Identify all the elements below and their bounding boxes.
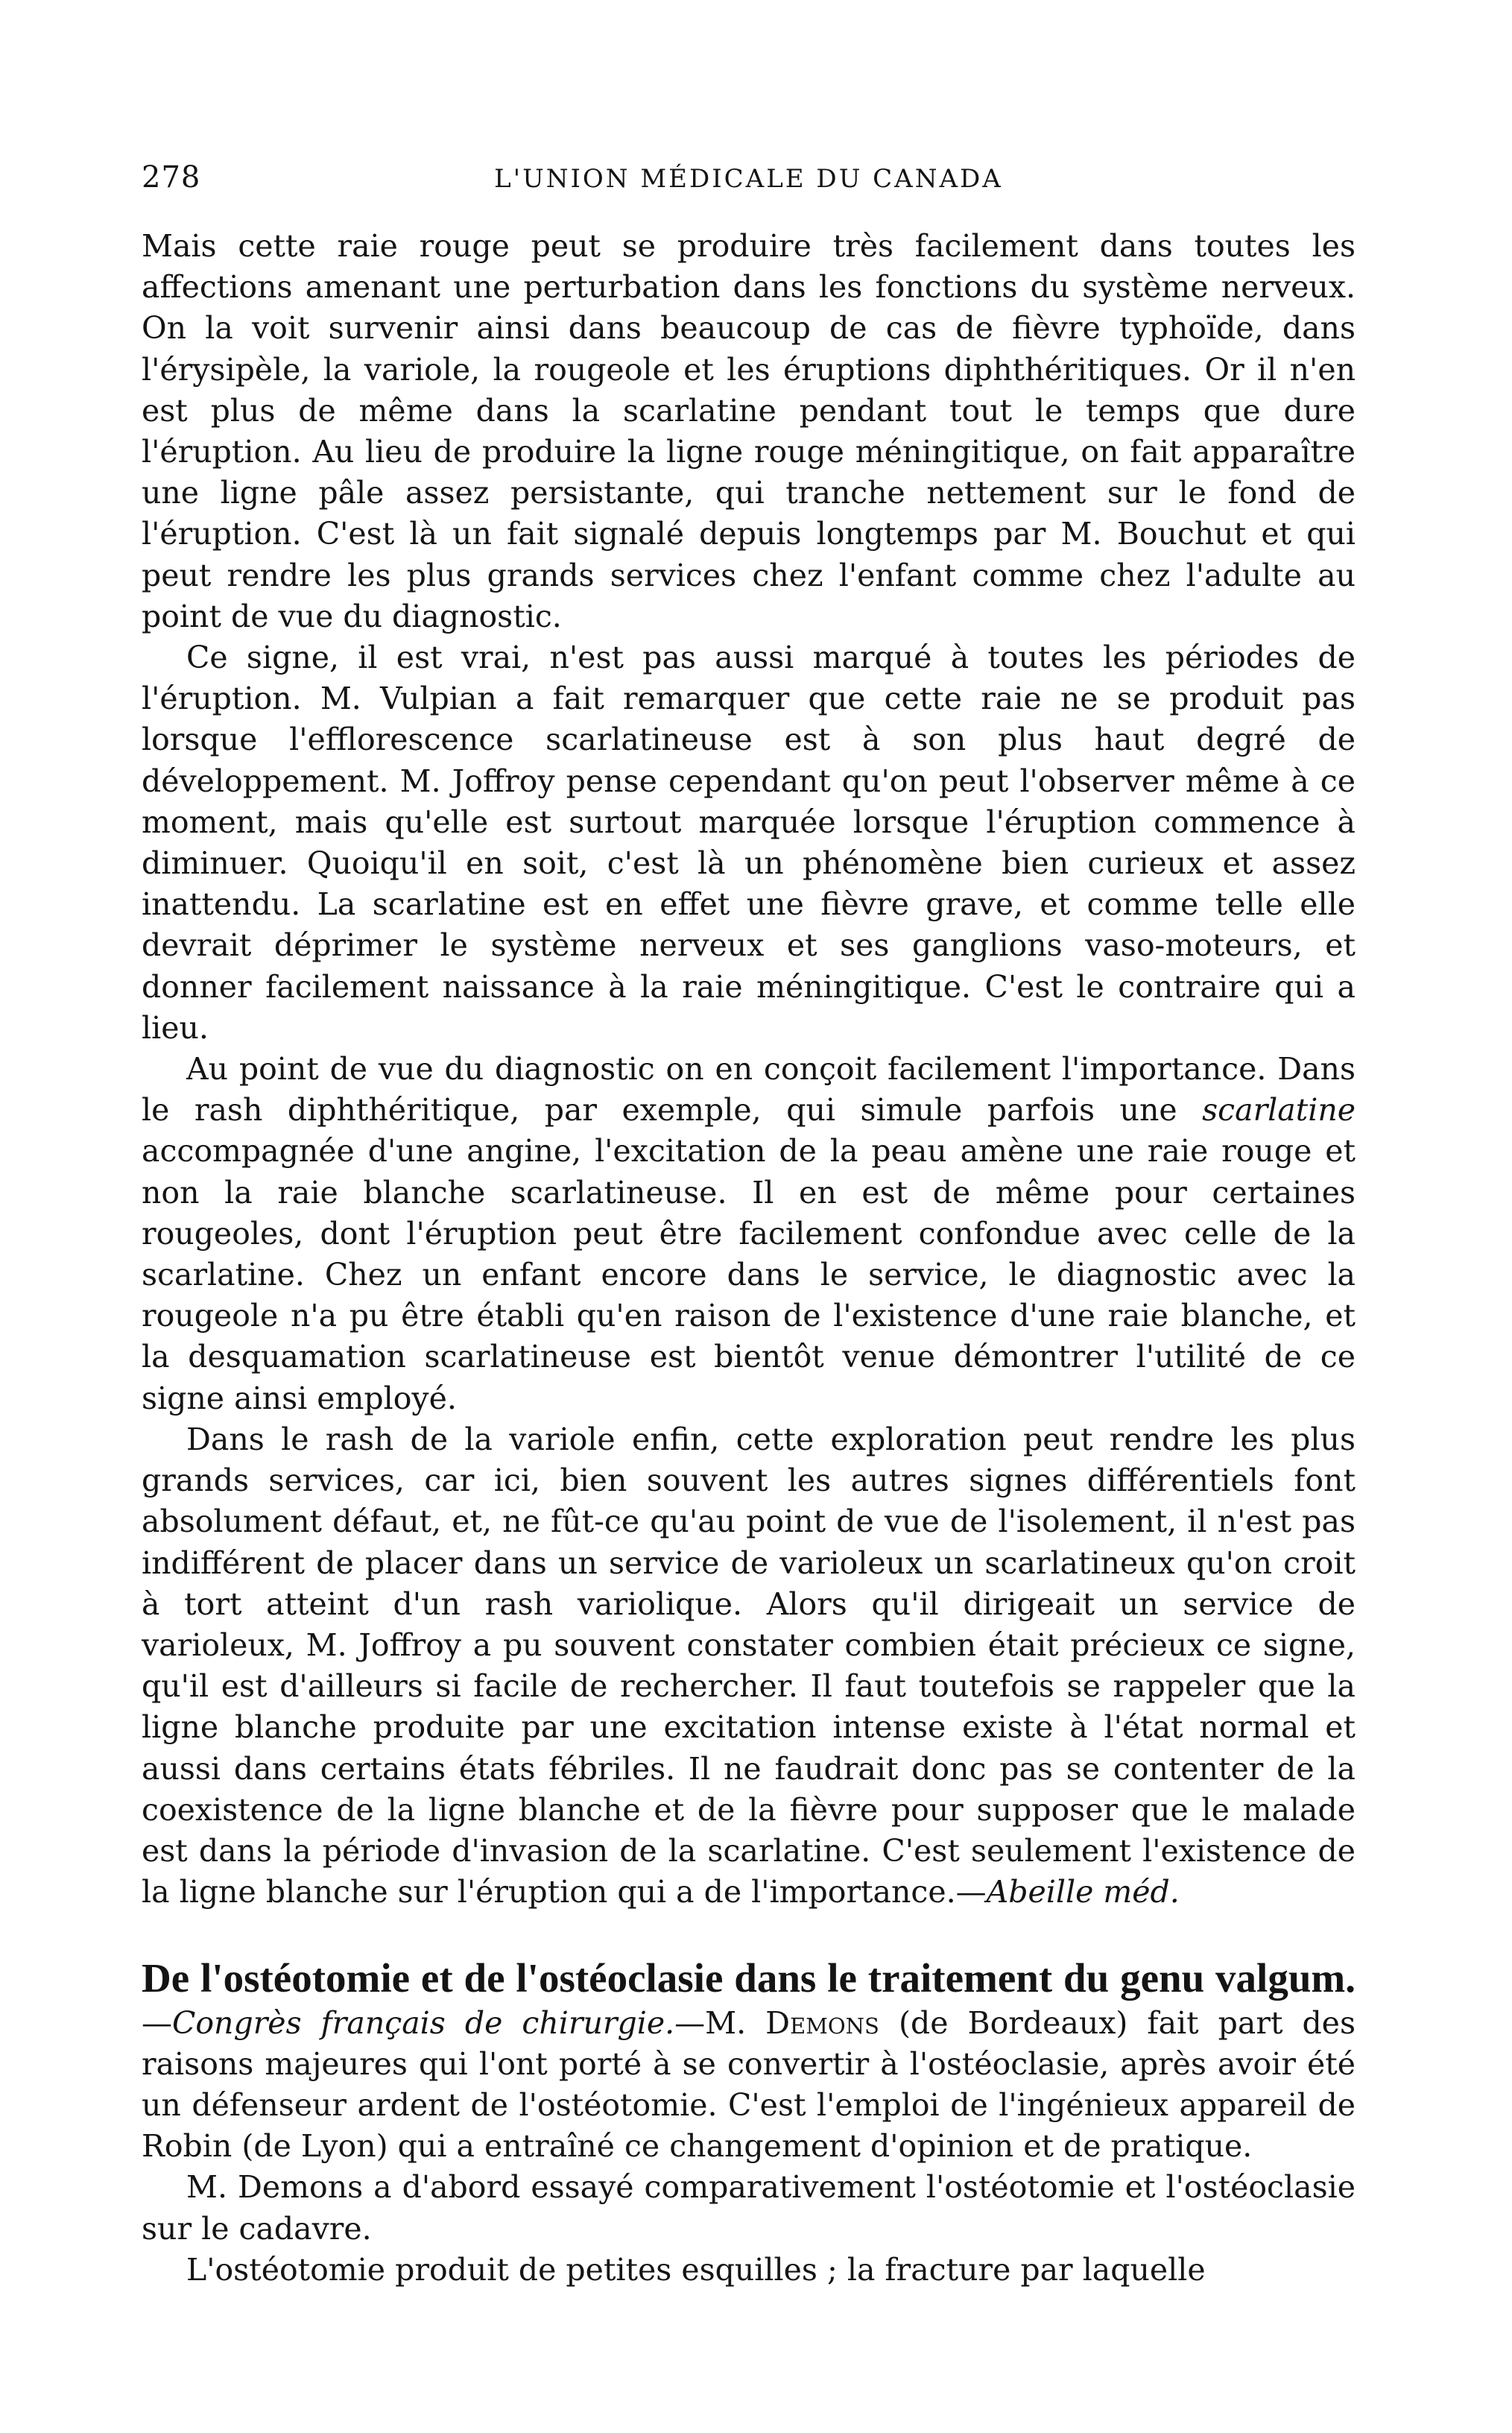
section-gap — [142, 1913, 1356, 1957]
running-title: L'UNION MÉDICALE DU CANADA — [494, 164, 1003, 194]
section-author-prefix: —M. — [674, 2004, 766, 2041]
section-paragraph — [142, 1957, 1356, 2167]
paragraph-3-text-a: Au point de vue du diagnostic on en conçoit facilement l'importance. Dans le rash diphthéritique, par exemple, qui simule parfois une — [142, 1051, 1356, 1129]
paragraph-2: Ce signe, il est vrai, n'est pas aussi marqué à toutes les périodes de l'éruption. M. Vulpian a fait remarquer que cette raie ne se produit pas lorsque l'efflorescence scarlatineuse est à son plus haut degré de développement. M. Joffroy pense cependant qu'on peut l'observer même à ce moment, mais qu'elle est surtout marquée lorsque l'éruption commence à diminuer. Quoiqu'il en soit, c'est là un phénomène bien curieux et assez inattendu. La scarlatine est en effet une fièvre grave, et comme telle elle devrait déprimer le système nerveux et ses ganglions vaso-moteurs, et donner facilement naissance à la raie méningitique. C'est le contraire qui a lieu. — [142, 640, 1356, 1046]
paragraph-3-italic: scarlatine — [1202, 1092, 1356, 1129]
closing-paragraph-1: M. Demons a d'abord essayé comparativement l'ostéotomie et l'ostéoclasie sur le cadavre. — [142, 2169, 1356, 2247]
section-title: De l'ostéotomie et de l'ostéoclasie dans le traitement du genu valgum. — [142, 1955, 1356, 2001]
closing-paragraph-2: L'ostéotomie produit de petites esquilles ; la fracture par laquelle — [186, 2251, 1206, 2288]
paragraph-1: Mais cette raie rouge peut se produire très facilement dans toutes les affections amenant une perturbation dans les fonctions du système nerveux. On la voit survenir ainsi dans beaucoup de cas de fièvre typhoïde, dans l'érysipèle, la variole, la rougeole et les éruptions diphthéritiques. Or il n'en est plus de même dans la scarlatine pendant tout le temps que dure l'éruption. Au lieu de produire la ligne rouge méningitique, on fait apparaître une ligne pâle assez persistante, qui tranche nettement sur le fond de l'éruption. C'est là un fait signalé depuis longtemps par M. Bouchut et qui peut rendre les plus grands services chez l'enfant comme chez l'adulte au point de vue du diagnostic. — [142, 228, 1356, 634]
section-author: Demons — [765, 2004, 879, 2041]
paragraph-4 — [142, 1419, 1356, 1913]
paragraph-3-text-b: accompagnée d'une angine, l'excitation de la peau amène une raie rouge et non la raie blanche scarlatineuse. Il en est de même pour certaines rougeoles, dont l'éruption peut être facilement confondue avec celle de la scarlatine. Chez un enfant encore dans le service, le diagnostic avec la rougeole n'a pu être établi qu'en raison de l'existence d'une raie blanche, et la desquamation scarlatineuse est bientôt venue démontrer l'utilité de ce signe ainsi employé. — [142, 1133, 1356, 1416]
paragraph-4-source: Abeille méd. — [986, 1874, 1180, 1910]
page-header — [142, 160, 1356, 195]
section-source: Congrès français de chirurgie. — [172, 2004, 675, 2041]
section-text: (de Bordeaux) fait part des raisons majeures qui l'ont porté à se convertir à l'ostéoclasie, après avoir été un défenseur ardent de l'ostéotomie. C'est l'emploi de l'ingénieux appareil de Robin (de Lyon) qui a entraîné ce changement d'opinion et de pratique. — [142, 2004, 1356, 2165]
paragraph-3 — [142, 1049, 1356, 1419]
page-number: 278 — [142, 160, 201, 195]
section-source-prefix: — — [142, 2004, 172, 2041]
paragraph-4-text: Dans le rash de la variole enfin, cette exploration peut rendre les plus grands services, car ici, bien souvent les autres signes différentiels font absolument défaut, et, ne fût-ce qu'au point de vue de l'isolement, il n'est pas indifférent de placer dans un service de varioleux un scarlatineux qu'on croit à tort atteint d'un rash variolique. Alors qu'il dirigeait un service de varioleux, M. Joffroy a pu souvent constater combien était précieux ce signe, qu'il est d'ailleurs si facile de rechercher. Il faut toutefois se rappeler que la ligne blanche produite par une excitation intense existe à l'état normal et aussi dans certains états fébriles. Il ne faudrait donc pas se contenter de la coexistence de la ligne blanche et de la fièvre pour supposer que le malade est dans la période d'invasion de la scarlatine. C'est seulement l'existence de la ligne blanche sur l'éruption qui a de l'importance.— — [142, 1421, 1356, 1910]
